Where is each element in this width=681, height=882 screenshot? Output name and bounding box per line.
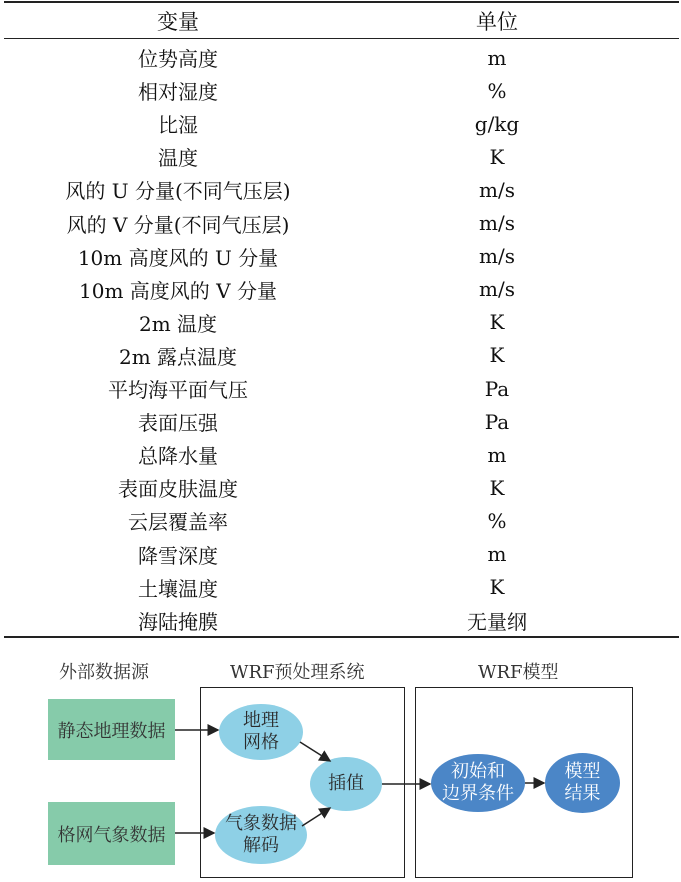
grid-met-data-box: 格网气象数据	[48, 802, 175, 865]
variable-cell: 土壤温度	[138, 576, 218, 601]
static-geo-data-box: 静态地理数据	[48, 699, 175, 760]
variable-cell: 海陆掩膜	[138, 609, 218, 634]
unit-cell: g/kg	[474, 111, 520, 136]
variable-cell: 平均海平面气压	[108, 378, 248, 403]
variable-cell: 云层覆盖率	[128, 510, 228, 535]
unit-cell: K	[489, 575, 505, 600]
table-bottom-rule	[4, 636, 679, 638]
table-row	[4, 372, 679, 405]
table-row	[4, 107, 679, 140]
table-row	[4, 306, 679, 339]
table-row	[4, 571, 679, 604]
table-header-rule	[4, 38, 679, 39]
unit-cell: %	[487, 508, 507, 533]
arrow-decode-to-interp	[302, 808, 330, 826]
table-row	[4, 405, 679, 438]
model-result-line2: 结果	[564, 783, 601, 804]
table-row	[4, 339, 679, 372]
title-wrf-preprocess: WRF预处理系统	[230, 662, 365, 683]
title-wrf-model: WRF模型	[478, 662, 559, 683]
unit-cell: m	[487, 442, 507, 467]
table-row	[4, 41, 679, 74]
table-row	[4, 438, 679, 471]
unit-cell: Pa	[484, 409, 510, 434]
table-row	[4, 604, 679, 637]
init-boundary-line2: 边界条件	[442, 783, 514, 804]
table-header-row	[4, 4, 679, 38]
model-result-line1: 模型	[564, 761, 601, 782]
table-top-rule	[4, 1, 679, 3]
variable-cell: 相对湿度	[138, 80, 218, 105]
met-decode-line1: 气象数据	[225, 813, 297, 834]
table-row	[4, 273, 679, 306]
variable-cell: 表面压强	[138, 411, 218, 436]
unit-cell: m/s	[479, 177, 515, 202]
variable-cell: 位势高度	[138, 47, 218, 72]
table-row	[4, 471, 679, 504]
variable-cell: 风的 V 分量(不同气压层)	[66, 212, 290, 237]
title-external-sources: 外部数据源	[59, 662, 149, 683]
table-row	[4, 504, 679, 537]
table-row	[4, 74, 679, 107]
geo-grid-line2: 网格	[243, 732, 279, 753]
table-row	[4, 207, 679, 240]
unit-cell: m	[487, 45, 507, 70]
variable-cell: 风的 U 分量(不同气压层)	[65, 179, 291, 204]
unit-cell: Pa	[484, 376, 510, 401]
unit-cell: m/s	[479, 277, 515, 302]
met-decode-line2: 解码	[243, 835, 279, 856]
variable-cell: 表面皮肤温度	[118, 477, 238, 502]
unit-cell: K	[489, 343, 505, 368]
wrf-flow-diagram	[0, 640, 681, 882]
variable-cell: 总降水量	[138, 444, 218, 469]
variable-cell: 2m 温度	[138, 311, 218, 336]
header-unit: 单位	[476, 10, 518, 34]
interpolation-label: 插值	[328, 773, 364, 794]
variable-cell: 比湿	[158, 113, 198, 138]
variable-cell: 降雪深度	[138, 543, 218, 568]
variable-cell: 10m 高度风的 V 分量	[79, 278, 277, 303]
flow-arrows	[0, 640, 681, 882]
unit-cell: m	[487, 542, 507, 567]
unit-cell: %	[487, 78, 507, 103]
variable-cell: 2m 露点温度	[118, 344, 238, 369]
unit-cell: 无量纲	[467, 609, 527, 634]
unit-cell: m/s	[479, 244, 515, 269]
table-row	[4, 240, 679, 273]
variable-cell: 10m 高度风的 U 分量	[77, 245, 279, 270]
variable-cell: 温度	[158, 146, 198, 171]
unit-cell: K	[489, 144, 505, 169]
table-row	[4, 173, 679, 206]
table-row	[4, 140, 679, 173]
header-variable: 变量	[157, 10, 199, 34]
unit-cell: m/s	[479, 211, 515, 236]
arrow-geo-to-interp	[300, 742, 330, 761]
unit-cell: K	[489, 310, 505, 335]
table-row	[4, 538, 679, 571]
geo-grid-line1: 地理	[243, 710, 279, 731]
init-boundary-line1: 初始和	[451, 761, 505, 782]
unit-cell: K	[489, 475, 505, 500]
